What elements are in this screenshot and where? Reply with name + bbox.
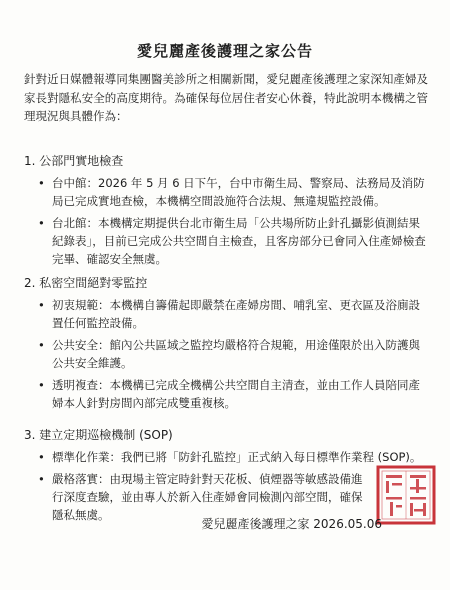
signature-line: 愛兒麗產後護理之家 2026.05.06 [201,517,382,531]
bullet-icon: • [38,472,45,486]
bullet-icon: • [38,176,45,190]
section-heading: 1. 公部門實地檢查 [24,154,124,168]
bullet-text: 台北館：本機構定期提供台北市衛生局「公共場所防止針孔攝影偵測結果紀錄表」，目前已完成公共空間自主檢查，且客房部分已會同入住產婦檢查完畢、確認安全無虞。 [52,216,426,266]
bullet-icon: • [38,298,45,312]
bullet-icon: • [38,450,45,464]
company-seal-icon [376,465,436,525]
bullet-text: 透明複查：本機構已完成全機構公共空間自主清查，並由工作人員陪同產婦本人針對房間內部完成雙重複核。 [52,378,420,410]
list-item [24,174,430,210]
bullet-text: 公共安全：館內公共區域之監控均嚴格符合規範，用途僅限於出入防護與公共安全維護。 [52,338,420,370]
list-item [24,448,430,466]
notice-title: 愛兒麗產後護理之家公告 [136,42,313,60]
section-1 [24,152,430,272]
section-2 [24,274,430,416]
bullet-icon: • [38,216,45,230]
bullet-list [24,448,430,524]
bullet-icon: • [38,338,45,352]
bullet-text: 台中館：2026 年 5 月 6 日下午，台中市衛生局、警察局、法務局及消防局已完成實地查檢，本機構空間設施符合法規、無違規監控設備。 [52,176,425,208]
bullet-text: 初衷規範：本機構自籌備起即嚴禁在產婦房間、哺乳室、更衣區及浴廁設置任何監控設備。 [52,298,420,330]
bullet-list [24,174,430,268]
list-item [24,376,430,412]
section-heading: 2. 私密空間絕對零監控 [24,276,148,290]
bullet-icon: • [38,378,45,392]
list-item [24,214,430,268]
bullet-list [24,296,430,412]
section-heading: 3. 建立定期巡檢機制 (SOP) [24,428,173,442]
list-item [24,296,430,332]
intro-paragraph: 針對近日媒體報導同集團醫美診所之相關新聞，愛兒麗產後護理之家深知產婦及家長對隱私安全的高度期待。為確保每位居住者安心休養，特此說明本機構之管理現況與具體作為： [24,72,428,123]
section-3 [24,426,430,528]
list-item [24,336,430,372]
bullet-text: 標準化作業：我們已將「防針孔監控」正式納入每日標準作業程 (SOP)。 [52,450,422,464]
bullet-text: 嚴格落實：由現場主管定時針對天花板、偵煙器等敏感設備進行深度查驗，並由專人於新入住產婦會同檢測內部空間，確保隱私無虞。 [52,472,363,522]
